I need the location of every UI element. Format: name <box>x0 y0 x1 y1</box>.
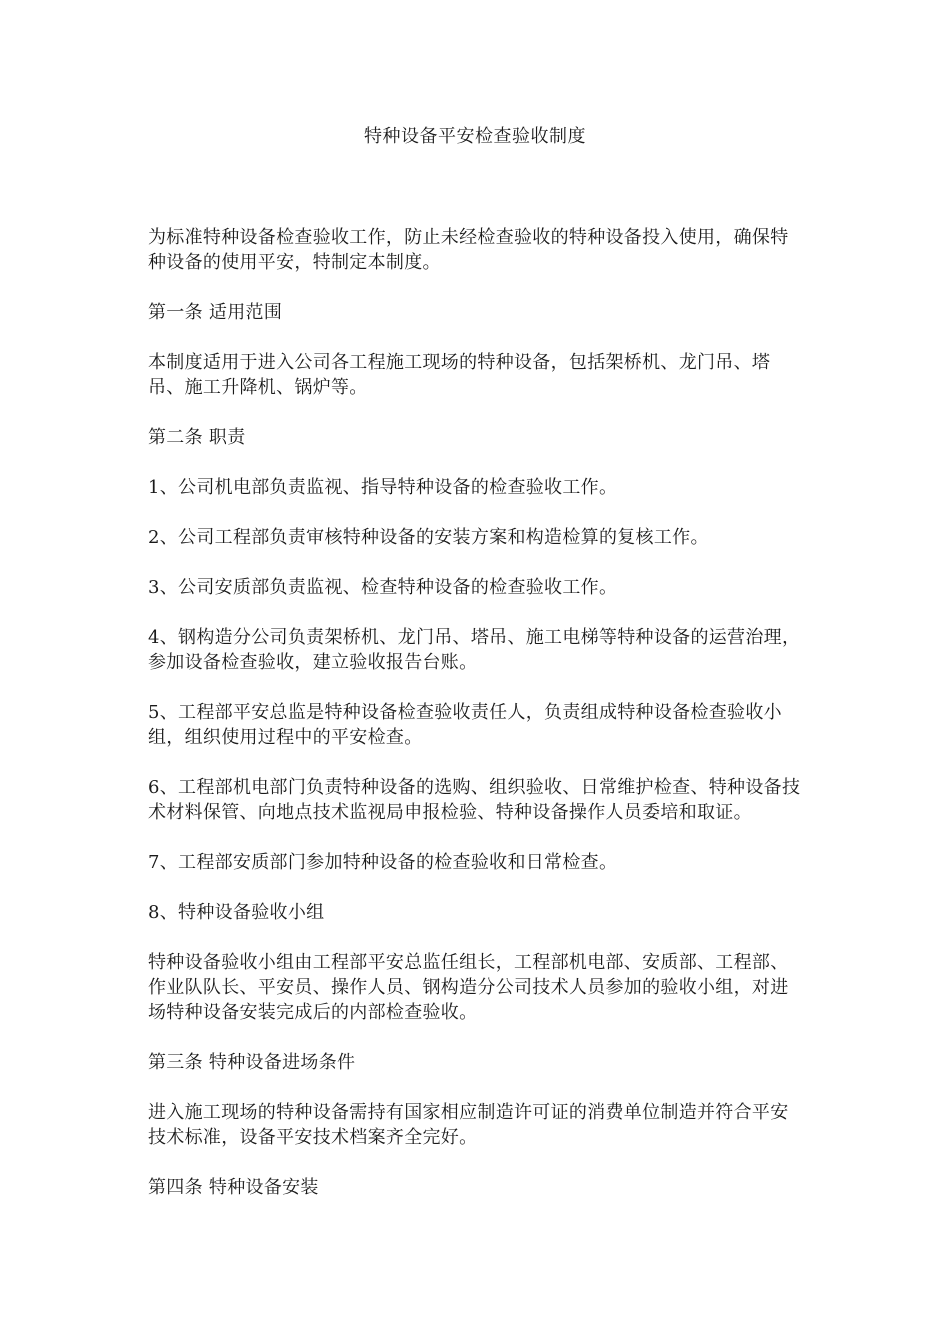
article-4-heading: 第四条 特种设备安装 <box>148 1177 319 1198</box>
acceptance-group-text: 特种设备验收小组由工程部平安总监任组长，工程部机电部、安质部、工程部、作业队队长、平安员、操作人员、钢构造分公司技术人员参加的验收小组，对进场特种设备安装完成后的内部检查验收。 <box>148 952 789 1023</box>
article-1-text: 本制度适用于进入公司各工程施工现场的特种设备，包括架桥机、龙门吊、塔吊、施工升降机、锅炉等。 <box>148 352 771 398</box>
document-title: 特种设备平安检查验收制度 <box>364 126 586 147</box>
duty-item-3: 3、公司安质部负责监视、检查特种设备的检查验收工作。 <box>148 577 618 598</box>
article-2-heading: 第二条 职责 <box>148 427 246 448</box>
duty-item-1: 1、公司机电部负责监视、指导特种设备的检查验收工作。 <box>148 477 618 498</box>
duty-item-7: 7、工程部安质部门参加特种设备的检查验收和日常检查。 <box>148 852 618 873</box>
duty-item-2: 2、公司工程部负责审核特种设备的安装方案和构造检算的复核工作。 <box>148 527 709 548</box>
article-1-heading: 第一条 适用范围 <box>148 302 283 323</box>
duty-item-4: 4、钢构造分公司负责架桥机、龙门吊、塔吊、施工电梯等特种设备的运营治理，参加设备检查验收，建立验收报告台账。 <box>148 627 801 673</box>
paragraph-intro: 为标准特种设备检查验收工作，防止未经检查验收的特种设备投入使用，确保特种设备的使用平安，特制定本制度。 <box>148 227 789 273</box>
document-body <box>148 225 803 1225</box>
duty-item-8: 8、特种设备验收小组 <box>148 902 325 923</box>
duty-item-5: 5、工程部平安总监是特种设备检查验收责任人，负责组成特种设备检查验收小组，组织使用过程中的平安检查。 <box>148 702 782 748</box>
duty-item-6: 6、工程部机电部门负责特种设备的选购、组织验收、日常维护检查、特种设备技术材料保管、向地点技术监视局申报检验、特种设备操作人员委培和取证。 <box>148 777 801 823</box>
article-3-heading: 第三条 特种设备进场条件 <box>148 1052 356 1073</box>
article-3-text: 进入施工现场的特种设备需持有国家相应制造许可证的消费单位制造并符合平安技术标准，设备平安技术档案齐全完好。 <box>148 1102 789 1148</box>
